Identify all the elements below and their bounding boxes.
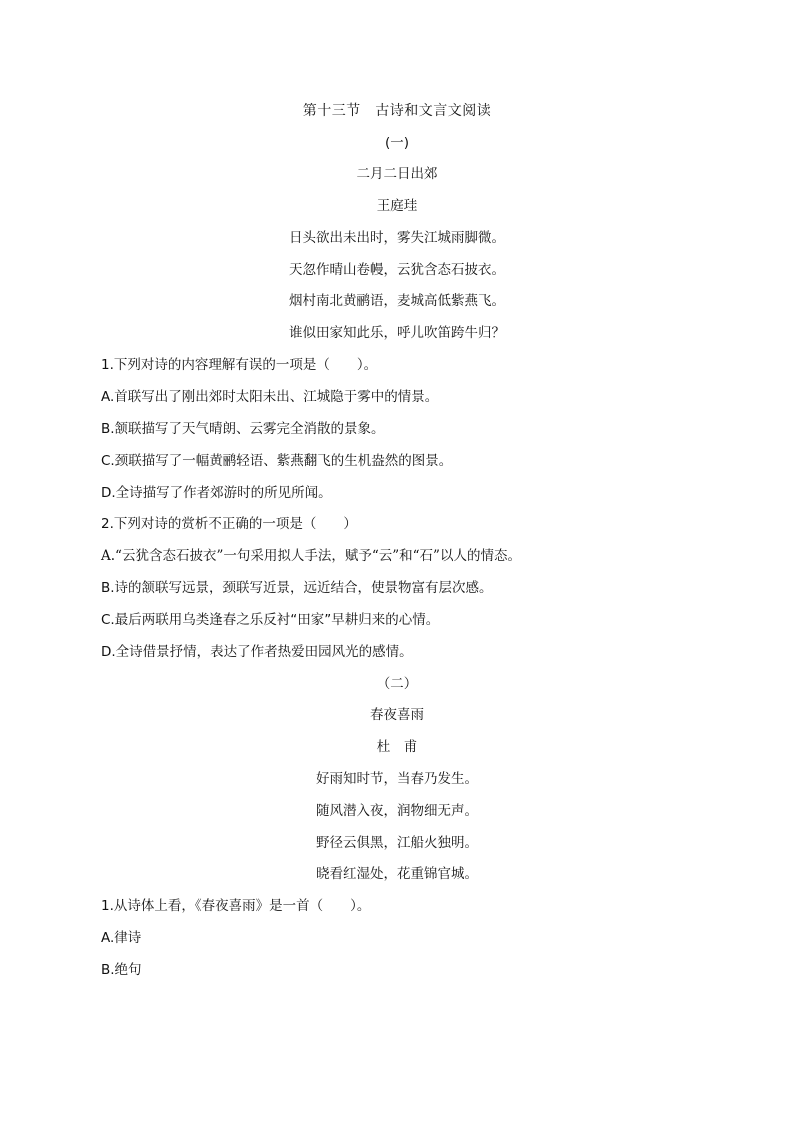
question-1-option-c: C.颈联描写了一幅黄鹂轻语、紫燕翻飞的生机盎然的图景。	[101, 453, 453, 469]
part2-question-1-stem: 1.从诗体上看，《春夜喜雨》是一首（ ）。	[101, 898, 371, 914]
question-1-stem: 1.下列对诗的内容理解有误的一项是（ ）。	[101, 357, 378, 373]
part2-poem-line: 野径云俱黑，江船火独明。	[316, 835, 478, 851]
part1-poem-line: 天忽作晴山卷幔，云犹含态石披衣。	[289, 262, 505, 278]
question-1-option-b: B.颔联描写了天气晴朗、云雾完全消散的景象。	[101, 421, 385, 437]
section-title: 第十三节 古诗和文言文阅读	[302, 103, 492, 119]
part1-poem-line: 日头欲出未出时，雾失江城雨脚微。	[289, 230, 505, 246]
part2-number: （二）	[376, 676, 418, 692]
question-1-option-a: A.首联写出了刚出郊时太阳未出、江城隐于雾中的情景。	[101, 389, 439, 405]
question-2-option-a: A.“云犹含态石披衣”一句采用拟人手法，赋予“云”和“石”以人的情态。	[101, 548, 521, 564]
question-2-option-c: C.最后两联用乌类逢春之乐反衬“田家”早耕归来的心情。	[101, 612, 440, 628]
part1-poem-line: 谁似田家知此乐，呼儿吹笛跨牛归？	[289, 325, 505, 341]
part2-poem-title: 春夜喜雨	[370, 707, 424, 723]
part2-poem-line: 好雨知时节，当春乃发生。	[316, 771, 478, 787]
part2-question-1-option-a: A.律诗	[101, 930, 142, 946]
part2-question-1-option-b: B.绝句	[101, 962, 142, 978]
question-1-option-d: D.全诗描写了作者郊游时的所见所闻。	[101, 485, 332, 501]
part2-poem-line: 晓看红湿处，花重锦官城。	[316, 866, 478, 882]
part2-author: 杜 甫	[376, 739, 418, 755]
question-2-option-d: D.全诗借景抒情，表达了作者热爱田园风光的感情。	[101, 644, 413, 660]
question-2-stem: 2.下列对诗的赏析不正确的一项是（ ）	[101, 516, 357, 532]
part1-poem-title: 二月二日出郊	[356, 166, 438, 182]
question-2-option-b: B.诗的颔联写远景，颈联写近景，远近结合，使景物富有层次感。	[101, 580, 493, 596]
part1-author: 王庭珪	[376, 198, 418, 214]
part1-number: (一)	[384, 135, 410, 151]
part1-poem-line: 烟村南北黄鹂语，麦城高低紫燕飞。	[289, 293, 505, 309]
part2-poem-line: 随风潜入夜，润物细无声。	[316, 803, 478, 819]
